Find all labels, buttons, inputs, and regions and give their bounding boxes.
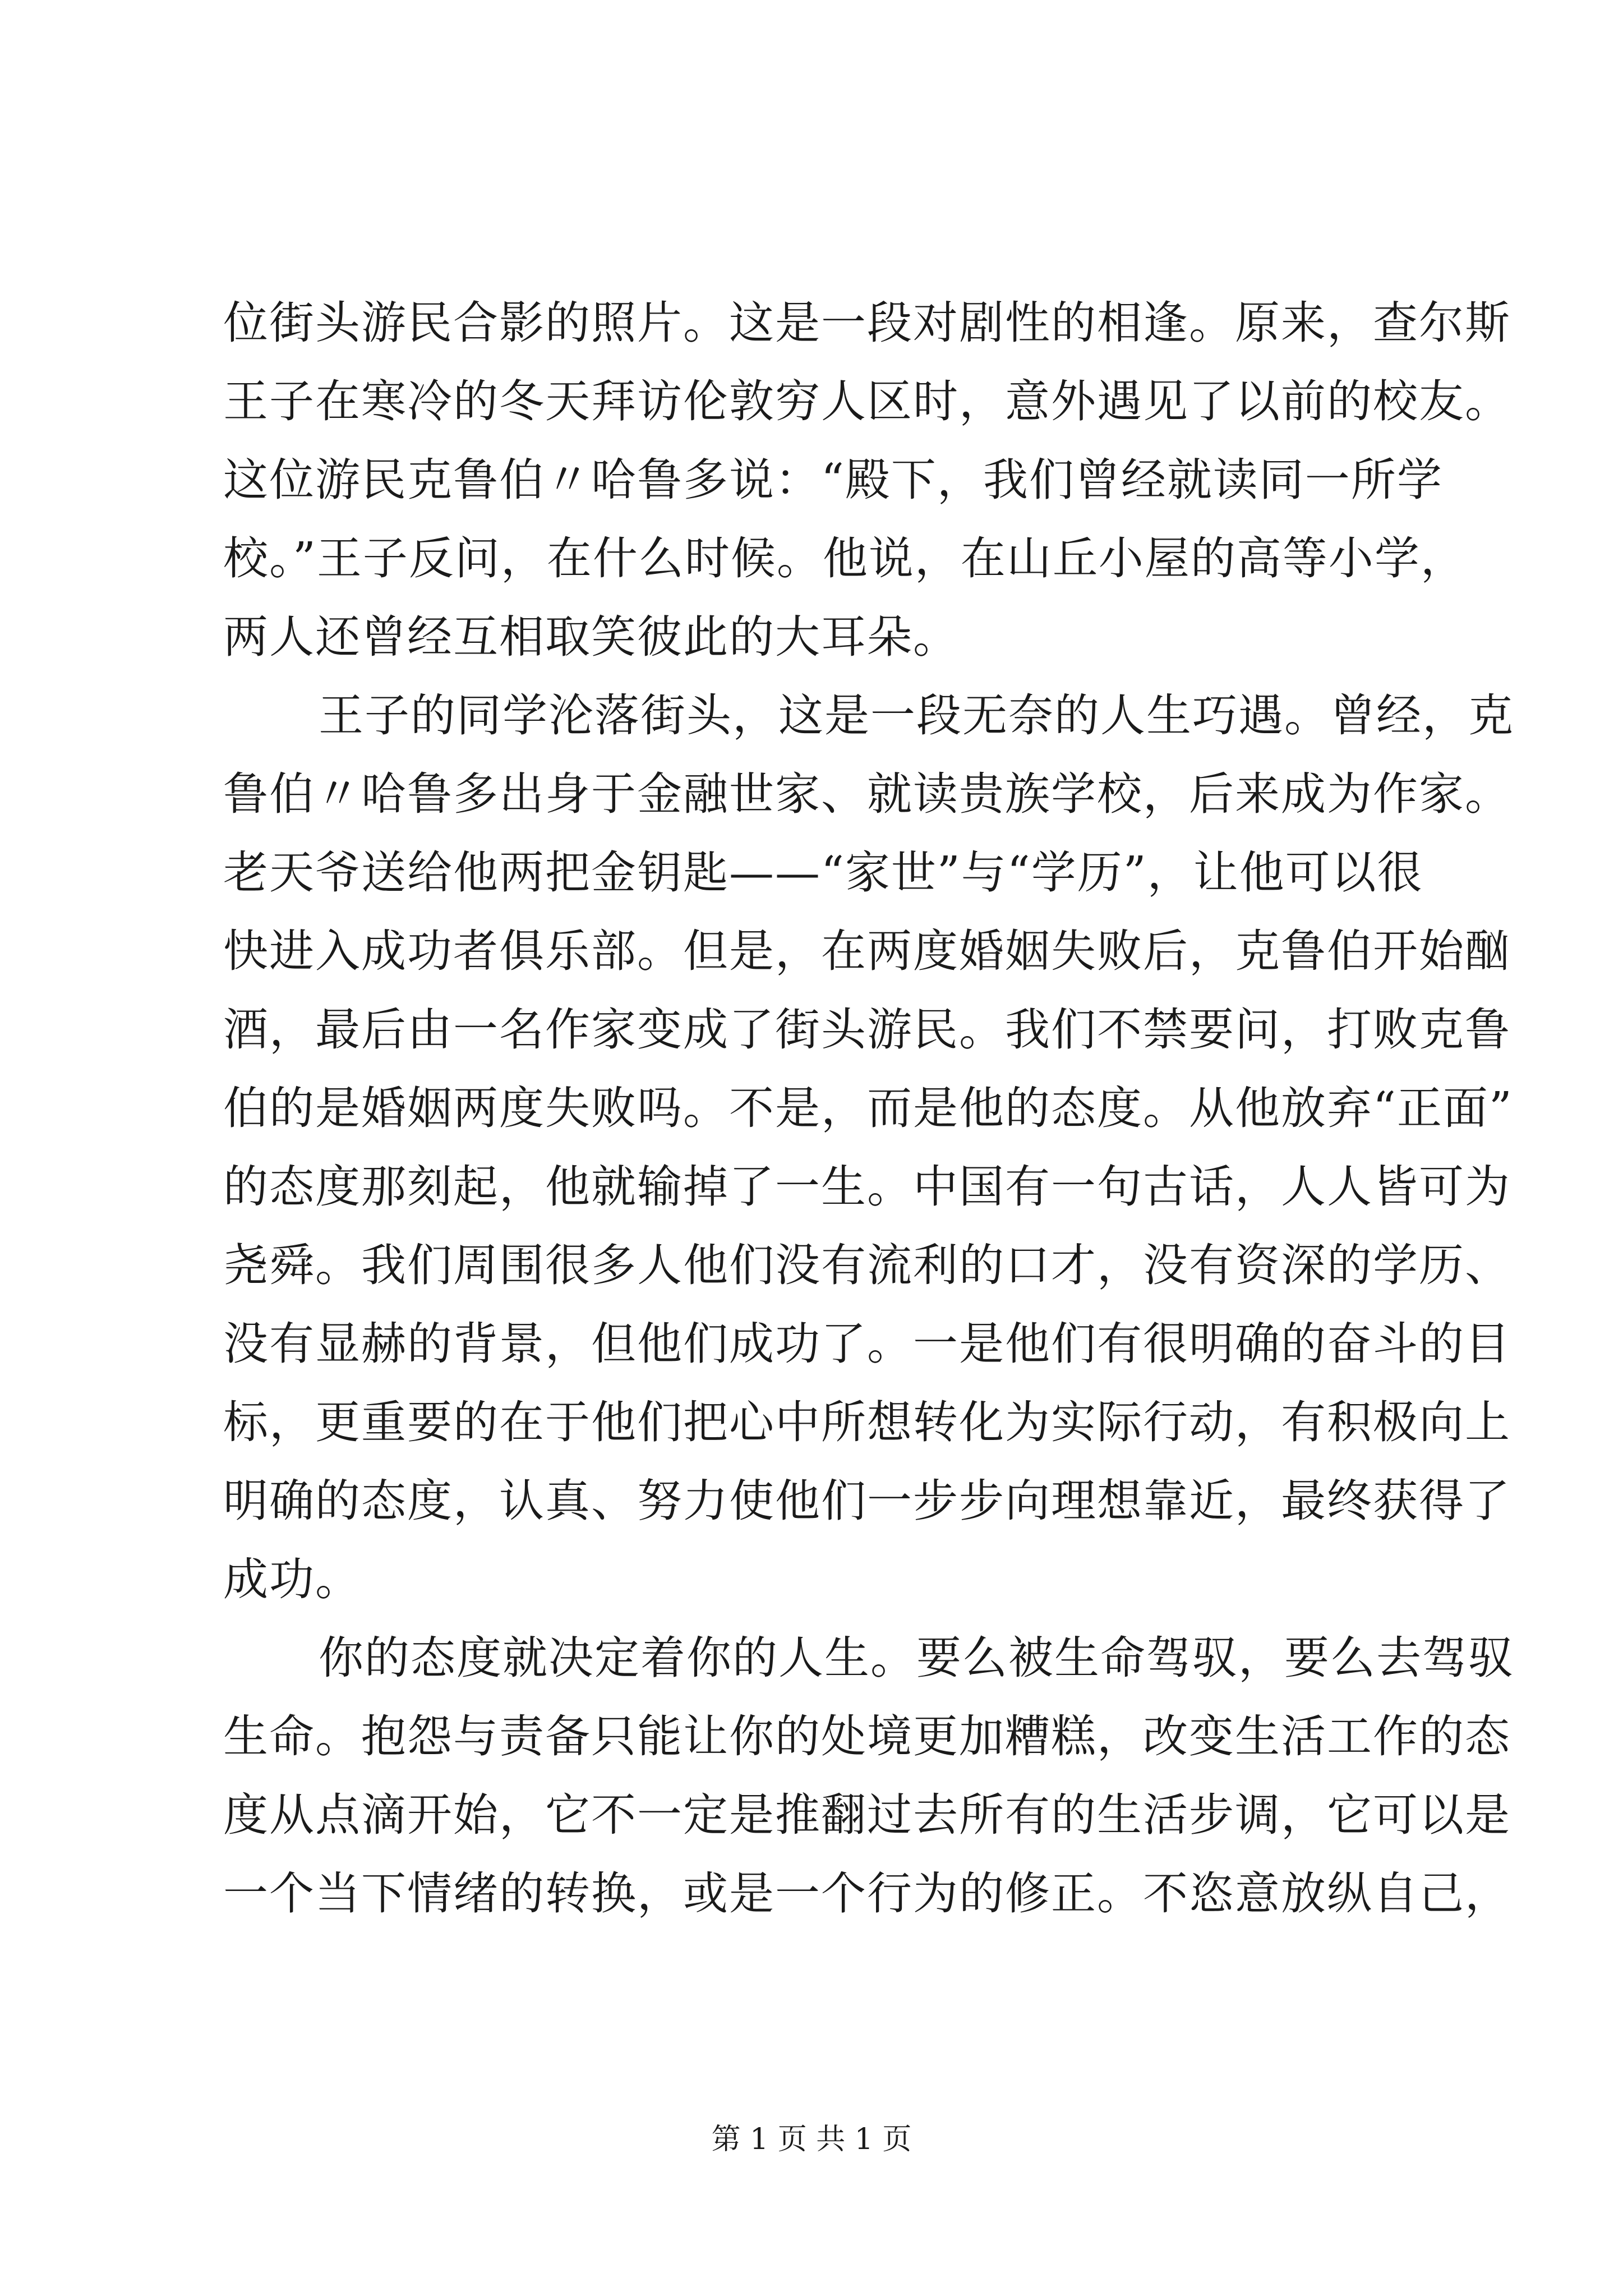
text-line: 度从点滴开始，它不一定是推翻过去所有的生活步调，它可以是: [223, 1789, 1511, 1841]
page-footer: [0, 2122, 1623, 2157]
text-line: 这位游民克鲁伯〃哈鲁多说：“殿下，我们曾经就读同一所学: [223, 454, 1443, 506]
text-line: 的态度那刻起，他就输掉了一生。中国有一句古话，人人皆可为: [223, 1161, 1511, 1213]
text-line: 快进入成功者俱乐部。但是，在两度婚姻失败后，克鲁伯开始酗: [223, 925, 1511, 977]
text-line: 成功。: [223, 1553, 361, 1605]
page-number-label: 第 1 页 共 1 页: [711, 2123, 912, 2156]
text-line: 明确的态度，认真、努力使他们一步步向理想靠近，最终获得了: [223, 1475, 1511, 1527]
text-line: 鲁伯〃哈鲁多出身于金融世家、就读贵族学校，后来成为作家。: [223, 768, 1511, 820]
text-line: 你的态度就决定着你的人生。要么被生命驾驭，要么去驾驭: [319, 1632, 1514, 1684]
text-line: 位街头游民合影的照片。这是一段对剧性的相逢。原来，查尔斯: [223, 297, 1511, 349]
text-line: 王子的同学沦落街头，这是一段无奈的人生巧遇。曾经，克: [319, 689, 1514, 742]
document-body: [223, 296, 1514, 1945]
text-line: 尧舜。我们周围很多人他们没有流利的口才，没有资深的学历、: [223, 1239, 1511, 1291]
text-line: 校。”王子反问，在什么时候。他说，在山丘小屋的高等小学，: [223, 532, 1467, 585]
text-line: 没有显赫的背景，但他们成功了。一是他们有很明确的奋斗的目: [223, 1318, 1511, 1370]
text-line: 酒，最后由一名作家变成了街头游民。我们不禁要问，打败克鲁: [223, 1004, 1511, 1056]
text-line: 标，更重要的在于他们把心中所想转化为实际行动，有积极向上: [223, 1396, 1511, 1448]
text-line: 王子在寒冷的冬天拜访伦敦穷人区时，意外遇见了以前的校友。: [223, 375, 1511, 427]
paragraph-1: [223, 296, 1511, 664]
paragraph-3: [223, 1631, 1514, 1921]
text-line: 生命。抱怨与责备只能让你的处境更加糟糕，改变生活工作的态: [223, 1710, 1511, 1763]
text-line: 一个当下情绪的转换，或是一个行为的修正。不恣意放纵自己，: [223, 1867, 1511, 1920]
paragraph-2: [223, 689, 1514, 1607]
text-line: 伯的是婚姻两度失败吗。不是，而是他的态度。从他放弃“正面”: [223, 1082, 1513, 1134]
text-line: 两人还曾经互相取笑彼此的大耳朵。: [223, 611, 959, 663]
text-line: 老天爷送给他两把金钥匙——“家世”与“学历”，让他可以很: [223, 846, 1423, 899]
